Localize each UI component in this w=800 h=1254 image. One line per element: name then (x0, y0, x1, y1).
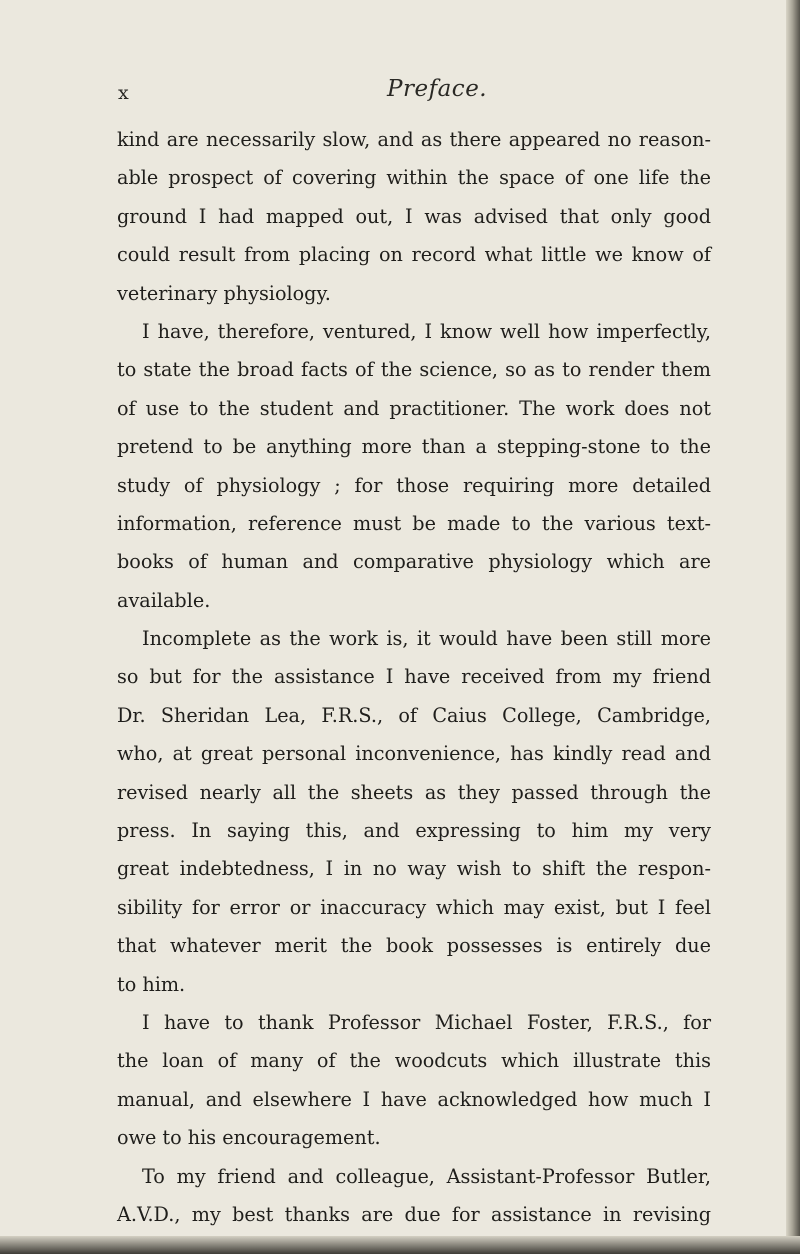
text-line: I have to thank Professor Michael Foster, F.R.S., for (142, 1010, 711, 1034)
text-line: information, reference must be made to the various text- (117, 511, 711, 535)
text-line: the loan of many of the woodcuts which illustrate this (117, 1049, 711, 1073)
text-line: Dr. Sheridan Lea, F.R.S., of Caius College, Cambridge, (117, 703, 711, 727)
text-line: of use to the student and practitioner. The work does not (117, 396, 711, 420)
text-line: press. In saying this, and expressing to him my very (117, 819, 711, 843)
page-number: x (118, 82, 130, 104)
text-line: owe to his encouragement. (117, 1126, 381, 1150)
text-line: great indebtedness, I in no way wish to shift the respon- (117, 857, 711, 881)
text-line: manual, and elsewhere I have acknowledged how much I (117, 1087, 711, 1111)
text-line: study of physiology ; for those requiring more detailed (117, 473, 711, 497)
text-line: could result from placing on record what little we know of (117, 243, 711, 267)
text-line: available. (117, 588, 211, 612)
text-line: A.V.D., my best thanks are due for assistance in revising (117, 1202, 711, 1226)
running-head-title: Preface. (387, 76, 488, 102)
text-line: veterinary physiology. (117, 281, 331, 305)
text-line: so but for the assistance I have received from my friend (117, 665, 711, 689)
text-line: To my friend and colleague, Assistant-Professor Butler, (142, 1164, 711, 1188)
text-line: to him. (117, 972, 186, 996)
text-line: books of human and comparative physiology which are (117, 550, 711, 574)
text-line: sibility for error or inaccuracy which may exist, but I feel (117, 895, 711, 919)
text-line: revised nearly all the sheets as they passed through the (117, 780, 711, 804)
text-line: able prospect of covering within the space of one life the (117, 166, 711, 190)
text-line: to state the broad facts of the science, so as to render them (117, 358, 711, 382)
running-head (117, 74, 711, 106)
text-line: Incomplete as the work is, it would have been still more (142, 627, 711, 651)
text-line: I have, therefore, ventured, I know well how imperfectly, (142, 319, 711, 343)
body-text (117, 121, 711, 1234)
text-line: kind are necessarily slow, and as there appeared no reason- (117, 128, 711, 151)
text-line: that whatever merit the book possesses is entirely due (117, 934, 711, 958)
text-line: ground I had mapped out, I was advised that only good (117, 204, 711, 228)
text-line: pretend to be anything more than a stepping-stone to the (117, 435, 711, 459)
page-edge-shadow-right (786, 0, 800, 1254)
text-line: who, at great personal inconvenience, has kindly read and (117, 742, 711, 766)
page-edge-shadow-bottom (0, 1236, 800, 1254)
